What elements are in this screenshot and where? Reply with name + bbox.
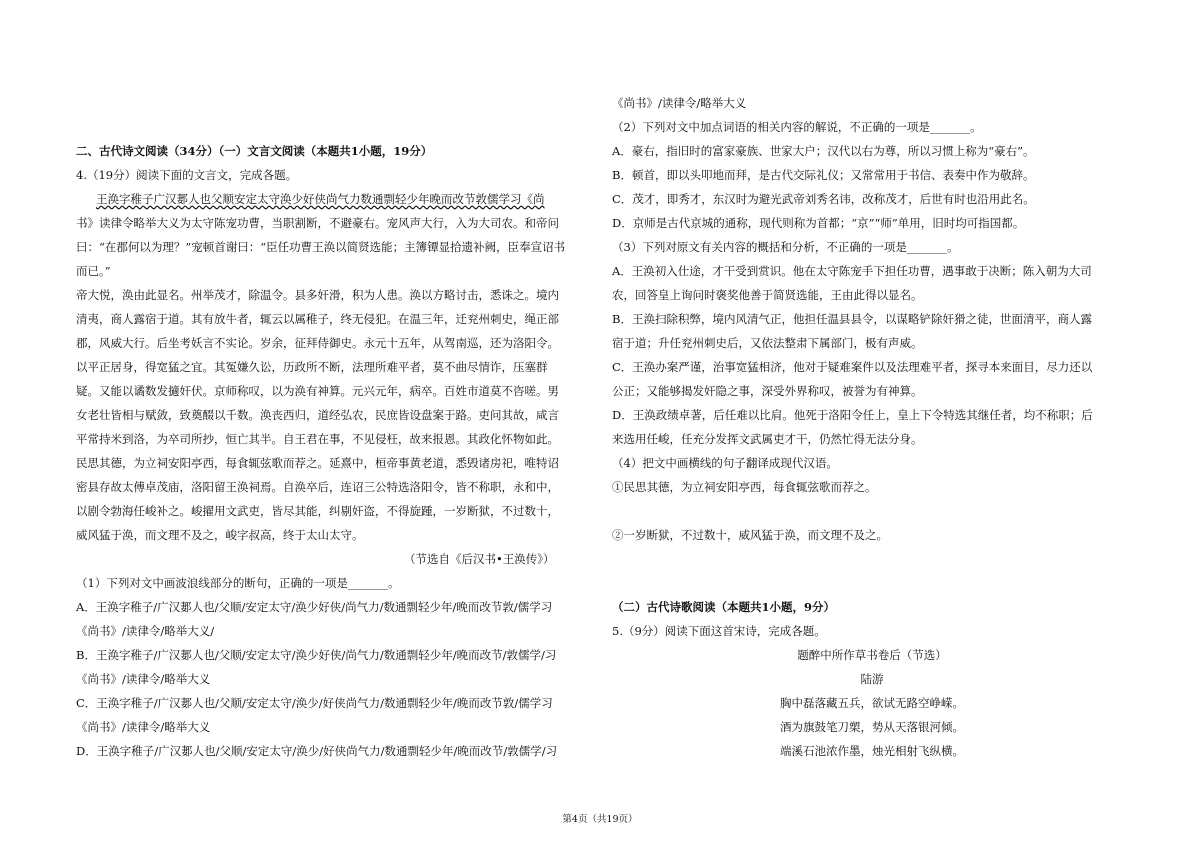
option-line: 《尚书》/读律令/略举大义	[76, 720, 211, 734]
translate-item: ①民思其德，为立祠安阳亭西，每食辄弦歌而荐之。	[612, 480, 877, 494]
passage-line: 密县存故太傅卓茂庙，洛阳留王涣祠焉。自涣卒后，连诏三公特选洛阳令，皆不称职，永和中，	[76, 480, 559, 494]
question-4-translate-stem: （4）把文中画横线的句子翻译成现代汉语。	[612, 456, 838, 470]
question-1-stem: （1）下列对文中画波浪线部分的断句，正确的一项是_______。	[76, 576, 400, 590]
passage-line: 而已。”	[76, 264, 111, 278]
option-line: 宿于道；升任兖州刺史后，又依法整肃下属部门，极有声威。	[612, 336, 923, 350]
passage-line: 清夷，商人露宿于道。其有放牛者，辄云以属稚子，终无侵犯。在温三年，迁兖州刺史，绳正部	[76, 312, 559, 326]
option-line: 公正；又能够揭发奸隐之事，深受外界称叹，被誉为有神算。	[612, 384, 923, 398]
poem-line: 端溪石池浓作墨，烛光相射飞纵横。	[780, 744, 964, 758]
passage-line: 疑。又能以谲数发擿奸伏。京师称叹，以为涣有神算。元兴元年，病卒。百姓市道莫不咨嗟。男	[76, 384, 559, 398]
option-line: D．王涣政绩卓著，后任难以比肩。他死于洛阳令任上，皇上下令特选其继任者，均不称职；后	[612, 408, 1093, 422]
option-line: B．王涣字稚子/广汉郪人也/父顺/安定太守/涣少好侠/尚气力/数通剽轻少年/晚而改节/敦儒学/习	[76, 648, 557, 662]
option-continuation: 《尚书》/读律令/略举大义	[612, 96, 747, 110]
option-line: B．顿首，即以头叩地而拜，是古代交际礼仪；又常常用于书信、表奏中作为敬辞。	[612, 168, 1035, 182]
option-line: 农，回答皇上询问时褒奖他善于简贤选能，王由此得以显名。	[612, 288, 923, 302]
poem-author: 陆游	[860, 672, 884, 686]
option-line: A．王涣字稚子/广汉郪人也/父顺/安定太守/涣少好侠/尚气力/数通剽轻少年/晚而改节敦/儒学习	[76, 600, 553, 614]
question-2-stem: （2）下列对文中加点词语的相关内容的解说，不正确的一项是_______。	[612, 120, 982, 134]
section-heading-poetry: （二）古代诗歌阅读（本题共1小题，9分）	[612, 600, 836, 614]
passage-line: 平常持米到洛，为卒司所抄，恒亡其半。自王君在事，不见侵枉，故来报恩。其政化怀物如此。	[76, 432, 559, 446]
question-4-intro: 4.（19分）阅读下面的文言文，完成各题。	[76, 168, 298, 182]
option-line: A．王涣初入仕途，才干受到赏识。他在太守陈宠手下担任功曹，遇事敢于决断；陈入朝为大司	[612, 264, 1092, 278]
passage-line: 女老壮皆相与赋敛，致奠醊以千数。涣丧西归，道经弘农，民庶皆设盘案于路。吏问其故，咸言	[76, 408, 559, 422]
passage-line: 威风猛于涣，而文理不及之，峻字叔高，终于太山太守。	[76, 528, 364, 542]
question-5-intro: 5.（9分）阅读下面这首宋诗，完成各题。	[612, 624, 826, 638]
passage-line: 民思其德，为立祠安阳亭西，每食辄弦歌而荐之。延熹中，桓帝事黄老道，悉毁诸房祀，唯特诏	[76, 456, 559, 470]
option-line: 《尚书》/读律令/略举大义	[76, 672, 211, 686]
passage-line: 以剧令勃海任峻补之。峻擢用文武吏，皆尽其能，纠剔奸盗，不得旋踵，一岁断狱，不过数十，	[76, 504, 559, 518]
option-line: C．王涣办案严谨，治事宽猛相济，他对于疑难案件以及法理难平者，探寻本来面目，尽力还以	[612, 360, 1093, 374]
option-line: D．王涣字稚子/广汉郪人也/父顺/安定太守/涣少/好侠尚气力/数通剽轻少年/晚而改节/敦儒学/习	[76, 744, 558, 758]
option-line: A．豪右，指旧时的富家豪族、世家大户；汉代以右为尊，所以习惯上称为“豪右”。	[612, 144, 1035, 158]
passage-line	[96, 192, 545, 206]
option-line: 来选用任峻，任充分发挥文武属吏才干，仍然忙得无法分身。	[612, 432, 923, 446]
translate-item: ②一岁断狱，不过数十，威风猛于涣，而文理不及之。	[612, 528, 888, 542]
passage-source: （节选自《后汉书•王涣传》）	[404, 552, 555, 566]
passage-line: 书》读律令略举大义为太守陈宠功曹，当职割断，不避豪右。宠风声大行，入为大司农。和帝问	[76, 216, 559, 230]
page-footer: 第4页（共19页）	[562, 814, 638, 825]
poem-line: 胸中磊落藏五兵，欲试无路空峥嵘。	[780, 696, 964, 710]
passage-line: 郡，风威大行。后坐考妖言不实论。岁余，征拜侍御史。永元十五年，从驾南巡，还为洛阳令。	[76, 336, 559, 350]
option-line: D．京师是古代京城的通称，现代则称为首都；“京”“师”单用，旧时均可指国都。	[612, 216, 1025, 230]
poem-line: 酒为旗鼓笔刀槊，势从天落银河倾。	[780, 720, 964, 734]
option-line: B．王涣扫除积弊，境内风清气正，他担任温县县令，以谋略铲除奸猾之徒，世面清平，商人露	[612, 312, 1092, 326]
section-heading-classical: 二、古代诗文阅读（34分）（一）文言文阅读（本题共1小题，19分）	[76, 144, 433, 158]
passage-line: 以平正居身，得宽猛之宜。其冤嫌久讼，历政所不断，法理所难平者，莫不曲尽情诈，压塞群	[76, 360, 548, 374]
option-line: C．王涣字稚子/广汉郪人也/父顺/安定太守/涣少/好侠尚气力/数通剽轻少年/晚而改节敦/儒学习	[76, 696, 553, 710]
passage-line: 帝大悦，涣由此显名。州举茂才，除温令。县多奸滑，积为人患。涣以方略讨击，悉诛之。境内	[76, 288, 559, 302]
option-line: 《尚书》/读律令/略举大义/	[76, 624, 215, 638]
wavy-underlined-text: 王涣字稚子广汉郪人也父顺安定太守涣少好侠尚气力数通剽轻少年晚而改节敦儒学习《尚	[96, 192, 545, 206]
passage-line: 曰：“在郡何以为理？”宠顿首谢曰：“臣任功曹王涣以简贤选能；主簿镡显拾遗补阙，臣奉宣诏书	[76, 240, 566, 254]
poem-title: 题醉中所作草书卷后（节选）	[797, 648, 947, 662]
option-line: C．茂才，即秀才，东汉时为避光武帝刘秀名讳，改称茂才，后世有时也沿用此名。	[612, 192, 1035, 206]
question-3-stem: （3）下列对原文有关内容的概括和分析，不正确的一项是_______。	[612, 240, 959, 254]
